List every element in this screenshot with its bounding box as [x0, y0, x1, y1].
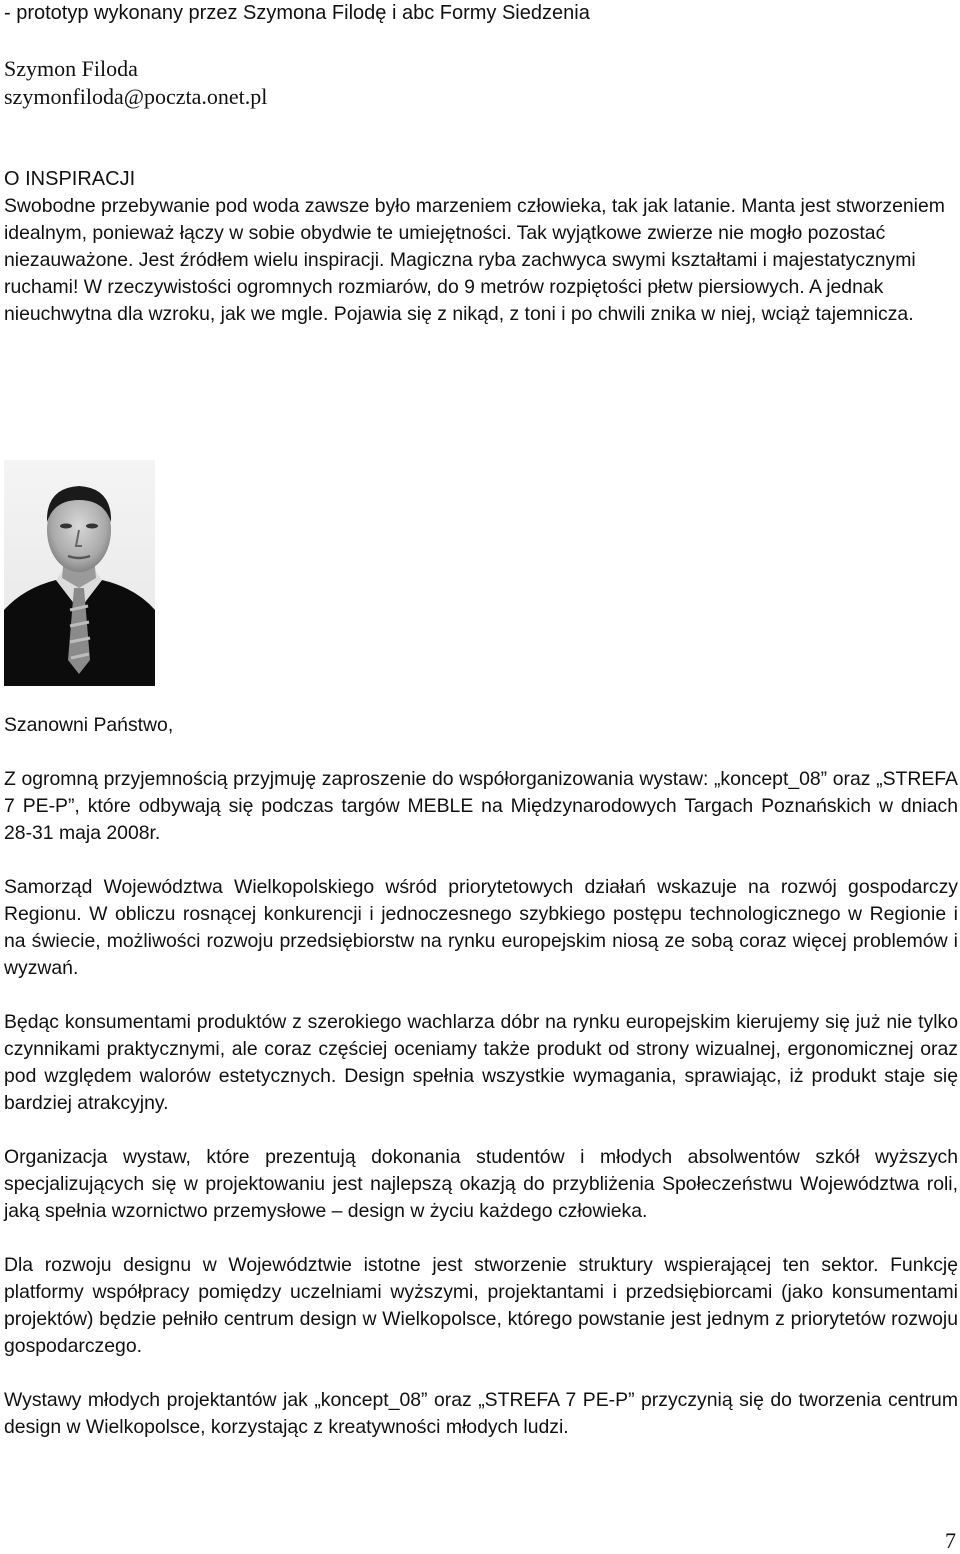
letter-paragraph: Wystawy młodych projektantów jak „koncept_08” oraz „STREFA 7 PE-P” przyczynią się do tworzenia centrum design w Wielkopolsce, korzystając z kreatywności młodych ludzi. [4, 1389, 958, 1438]
letter-paragraph: Samorząd Województwa Wielkopolskiego wśród priorytetowych działań wskazuje na rozwój gospodarczy Regionu. W obliczu rosnącej konkurencji i jednoczesnego szybkiego postępu technologicznego w Regionie i na świecie, możliwości rozwoju przedsiębiorstw na rynku europejskim niosą ze sobą coraz więcej problemów i wyzwań. [4, 876, 958, 979]
page-number: 7 [945, 1528, 956, 1553]
credit-line: - prototyp wykonany przez Szymona Filodę i abc Formy Siedzenia [4, 2, 590, 24]
inspiration-heading: O INSPIRACJI [4, 168, 136, 190]
portrait-photo [4, 460, 155, 686]
author-name: Szymon Filoda [4, 56, 138, 81]
author-email: szymonfiloda@poczta.onet.pl [4, 84, 268, 109]
letter-paragraph: Organizacja wystaw, które prezentują dokonania studentów i młodych absolwentów szkół wyższych specjalizujących się w projektowaniu jest najlepszą okazją do przybliżenia Społeczeństwu Województwa roli, jaką spełnia wzornictwo przemysłowe – design w życiu każdego człowieka. [4, 1146, 958, 1222]
letter-paragraph: Z ogromną przyjemnością przyjmuję zaproszenie do współorganizowania wystaw: „koncept_08” oraz „STREFA 7 PE-P”, które odbywają się podczas targów MEBLE na Międzynarodowych Targach Poznańskich w dniach 28-31 maja 2008r. [4, 768, 958, 844]
letter [4, 712, 958, 1441]
letter-paragraph: Będąc konsumentami produktów z szerokiego wachlarza dóbr na rynku europejskim kierujemy się już nie tylko czynnikami praktycznymi, ale coraz częściej oceniamy także produkt od strony wizualnej, ergonomicznej oraz pod względem walorów estetycznych. Design spełnia wszystkie wymagania, sprawiając, iż produkt staje się bardziej atrakcyjny. [4, 1011, 958, 1114]
letter-paragraph: Dla rozwoju designu w Województwie istotne jest stworzenie struktury wspierającej ten sektor. Funkcję platformy współpracy pomiędzy uczelniami wyższymi, projektantami i przedsiębiorcami (jako konsumentami projektów) będzie pełniło centrum design w Wielkopolsce, którego powstanie jest jednym z priorytetów rozwoju gospodarczego. [4, 1254, 958, 1357]
inspiration-text: Swobodne przebywanie pod woda zawsze było marzeniem człowieka, tak jak latanie. Manta jest stworzeniem idealnym, ponieważ łączy w sobie obydwie te umiejętności. Tak wyjątkowe zwierze nie mogło pozostać niezauważone. Jest źródłem wielu inspiracji. Magiczna ryba zachwyca swymi kształtami i majestatycznymi ruchami! W rzeczywistości ogromnych rozmiarów, do 9 metrów rozpiętości płetw piersiowych. A jednak nieuchwytna dla wzroku, jak we mgle. Pojawia się z nikąd, z toni i po chwili znika w niej, wciąż tajemnicza. [4, 195, 945, 325]
letter-greeting: Szanowni Państwo, [4, 714, 174, 736]
portrait-illustration [4, 460, 155, 686]
